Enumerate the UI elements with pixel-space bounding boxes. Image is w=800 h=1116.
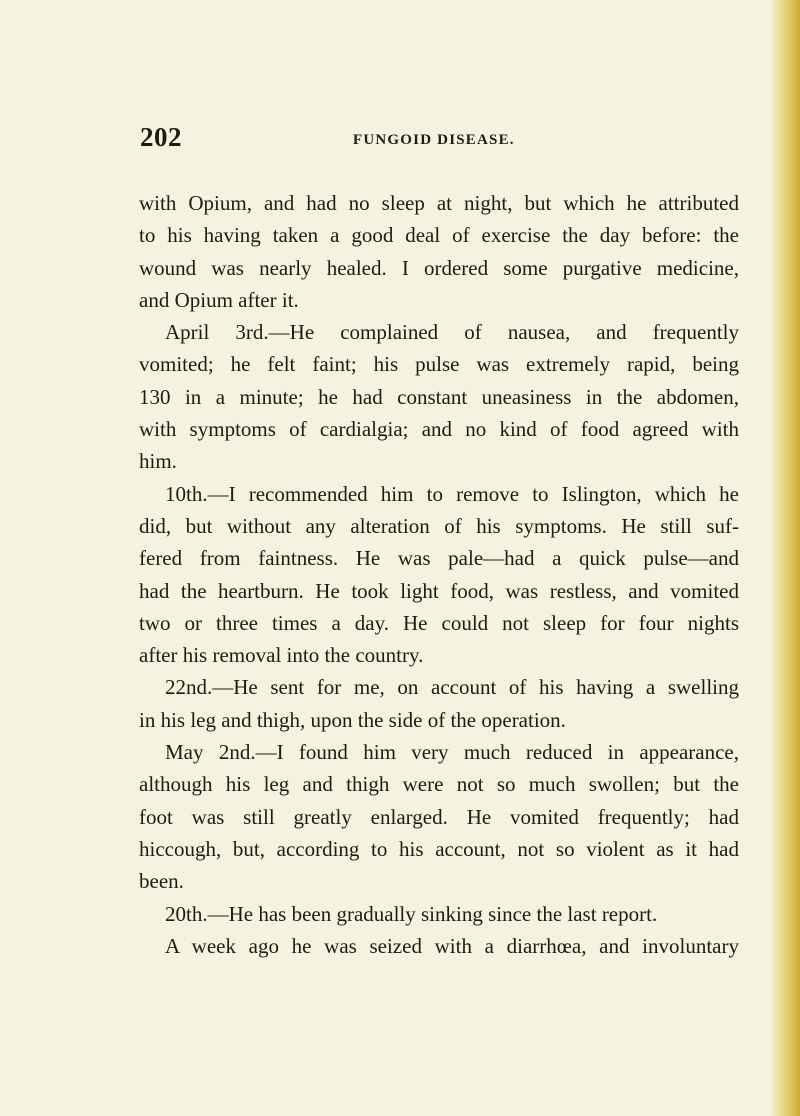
text-line: him. [139,449,177,474]
text-line: fered from faintness. He was pale—had a quick pulse—and [139,546,739,571]
text-line: 130 in a minute; he had constant uneasiness in the abdomen, [139,384,739,409]
text-line: foot was still greatly enlarged. He vomited frequently; had [139,804,739,829]
text-line: 22nd.—He sent for me, on account of his having a swelling [165,675,739,700]
text-line: wound was nearly healed. I ordered some purgative medicine, [139,255,739,280]
text-line: 20th.—He has been gradually sinking since the last report. [165,901,658,926]
text-line: in his leg and thigh, upon the side of the operation. [139,707,566,732]
text-line: although his leg and thigh were not so much swollen; but the [139,772,739,797]
page-header [140,122,740,162]
text-line: vomited; he felt faint; his pulse was extremely rapid, being [139,352,739,377]
page-number: 202 [140,122,182,152]
text-line: been. [139,869,184,894]
text-line: to his having taken a good deal of exercise the day before: the [139,223,739,248]
text-line: and Opium after it. [139,287,299,312]
text-line: did, but without any alteration of his symptoms. He still suf- [139,513,739,538]
text-line: 10th.—I recommended him to remove to Islington, which he [165,481,739,506]
text-line: with Opium, and had no sleep at night, but which he attributed [139,191,739,215]
running-head: FUNGOID DISEASE. [353,132,515,148]
text-line: had the heartburn. He took light food, was restless, and vomited [139,578,739,603]
text-line: hiccough, but, according to his account, not so violent as it had [139,836,739,861]
body-text [139,187,739,962]
text-line: with symptoms of cardialgia; and no kind of food agreed with [139,417,739,442]
text-line: May 2nd.—I found him very much reduced in appearance, [165,740,739,765]
text-line: after his removal into the country. [139,643,424,668]
text-line: A week ago he was seized with a diarrhœa, and involuntary [165,933,739,958]
text-line: April 3rd.—He complained of nausea, and frequently [165,320,739,345]
text-line: two or three times a day. He could not sleep for four nights [139,610,739,635]
